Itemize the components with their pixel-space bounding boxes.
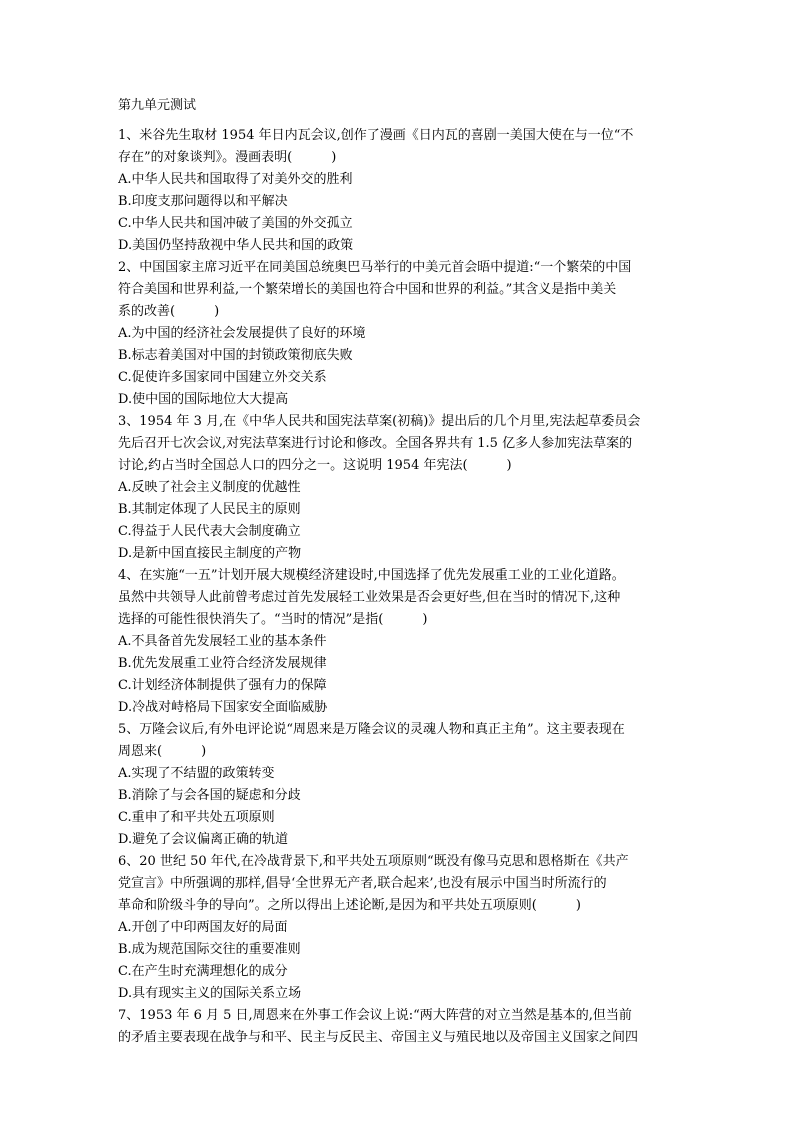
answer-option: C.中华人民共和国冲破了美国的外交孤立 xyxy=(118,216,353,231)
question-stem-line: 周恩来( ) xyxy=(118,744,207,759)
answer-option: B.印度支那问题得以和平解决 xyxy=(118,194,288,209)
question-4 xyxy=(118,565,678,719)
answer-option: A.为中国的经济社会发展提供了良好的环境 xyxy=(118,326,366,341)
answer-option: C.重申了和平共处五项原则 xyxy=(118,810,275,825)
answer-option: B.成为规范国际交往的重要准则 xyxy=(118,942,301,957)
question-stem-line: 虽然中共领导人此前曾考虑过首先发展轻工业效果是否会更好些,但在当时的情况下,这种 xyxy=(118,590,621,605)
question-stem-line: 党宣言》中所强调的那样,倡导‘全世界无产者,联合起来’,也没有展示中国当时所流行的 xyxy=(118,876,607,891)
answer-option: A.不具备首先发展轻工业的基本条件 xyxy=(118,634,327,649)
question-5 xyxy=(118,719,678,851)
question-stem-line: 7、1953 年 6 月 5 日,周恩来在外事工作会议上说:“两大阵营的对立当然是基本的,但当前 xyxy=(118,1008,632,1023)
answer-option: A.反映了社会主义制度的优越性 xyxy=(118,480,301,495)
answer-option: D.避免了会议偏离正确的轨道 xyxy=(118,832,289,847)
answer-option: B.标志着美国对中国的封锁政策彻底失败 xyxy=(118,348,353,363)
answer-option: C.得益于人民代表大会制度确立 xyxy=(118,524,301,539)
question-stem-line: 5、万隆会议后,有外电评论说“周恩来是万隆会议的灵魂人物和真正主角”。这主要表现在 xyxy=(118,722,625,737)
question-stem-line: 存在”的对象谈判》。漫画表明( ) xyxy=(118,150,337,165)
answer-option: C.在产生时充满理想化的成分 xyxy=(118,964,288,979)
question-2 xyxy=(118,257,678,411)
question-stem-line: 符合美国和世界利益,一个繁荣增长的美国也符合中国和世界的利益。”其含义是指中美关 xyxy=(118,282,617,297)
answer-option: D.美国仍坚持敌视中华人民共和国的政策 xyxy=(118,238,354,253)
question-3 xyxy=(118,411,678,565)
question-stem-line: 的矛盾主要表现在战争与和平、民主与反民主、帝国主义与殖民地以及帝国主义国家之间四 xyxy=(118,1030,639,1045)
question-stem-line: 革命和阶级斗争的导向”。之所以得出上述论断,是因为和平共处五项原则( ) xyxy=(118,898,581,913)
question-stem-line: 讨论,约占当时全国总人口的四分之一。这说明 1954 年宪法( ) xyxy=(118,458,512,473)
question-stem-line: 2、中国国家主席习近平在同美国总统奥巴马举行的中美元首会晤中提道:“一个繁荣的中国 xyxy=(118,260,632,275)
answer-option: D.具有现实主义的国际关系立场 xyxy=(118,986,302,1001)
answer-option: A.开创了中印两国友好的局面 xyxy=(118,920,288,935)
answer-option: B.其制定体现了人民民主的原则 xyxy=(118,502,301,517)
question-stem-line: 4、在实施“一五”计划开展大规模经济建设时,中国选择了优先发展重工业的工业化道路。 xyxy=(118,568,625,583)
question-1 xyxy=(118,125,678,257)
question-stem-line: 系的改善( ) xyxy=(118,304,220,319)
question-7 xyxy=(118,1005,678,1049)
answer-option: C.促使许多国家同中国建立外交关系 xyxy=(118,370,327,385)
question-stem-line: 选择的可能性很快消失了。“当时的情况”是指( ) xyxy=(118,612,428,627)
answer-option: D.使中国的国际地位大大提高 xyxy=(118,392,289,407)
document-content xyxy=(118,95,678,1049)
question-stem-line: 3、1954 年 3 月,在《中华人民共和国宪法草案(初稿)》提出后的几个月里,宪法起草委员会 xyxy=(118,414,641,429)
answer-option: B.优先发展重工业符合经济发展规律 xyxy=(118,656,327,671)
question-stem-line: 6、20 世纪 50 年代,在冷战背景下,和平共处五项原则“既没有像马克思和恩格斯在《共产 xyxy=(118,854,629,869)
question-6 xyxy=(118,851,678,1005)
question-stem-line: 1、米谷先生取材 1954 年日内瓦会议,创作了漫画《日内瓦的喜剧一美国大使在与一位“不 xyxy=(118,128,634,143)
answer-option: C.计划经济体制提供了强有力的保障 xyxy=(118,678,327,693)
document-title: 第九单元测试 xyxy=(118,98,197,113)
answer-option: A.实现了不结盟的政策转变 xyxy=(118,766,275,781)
answer-option: A.中华人民共和国取得了对美外交的胜利 xyxy=(118,172,353,187)
answer-option: B.消除了与会各国的疑虑和分歧 xyxy=(118,788,301,803)
question-list xyxy=(118,125,678,1049)
answer-option: D.冷战对峙格局下国家安全面临威胁 xyxy=(118,700,328,715)
answer-option: D.是新中国直接民主制度的产物 xyxy=(118,546,302,561)
question-stem-line: 先后召开七次会议,对宪法草案进行讨论和修改。全国各界共有 1.5 亿多人参加宪法草案的 xyxy=(118,436,633,451)
